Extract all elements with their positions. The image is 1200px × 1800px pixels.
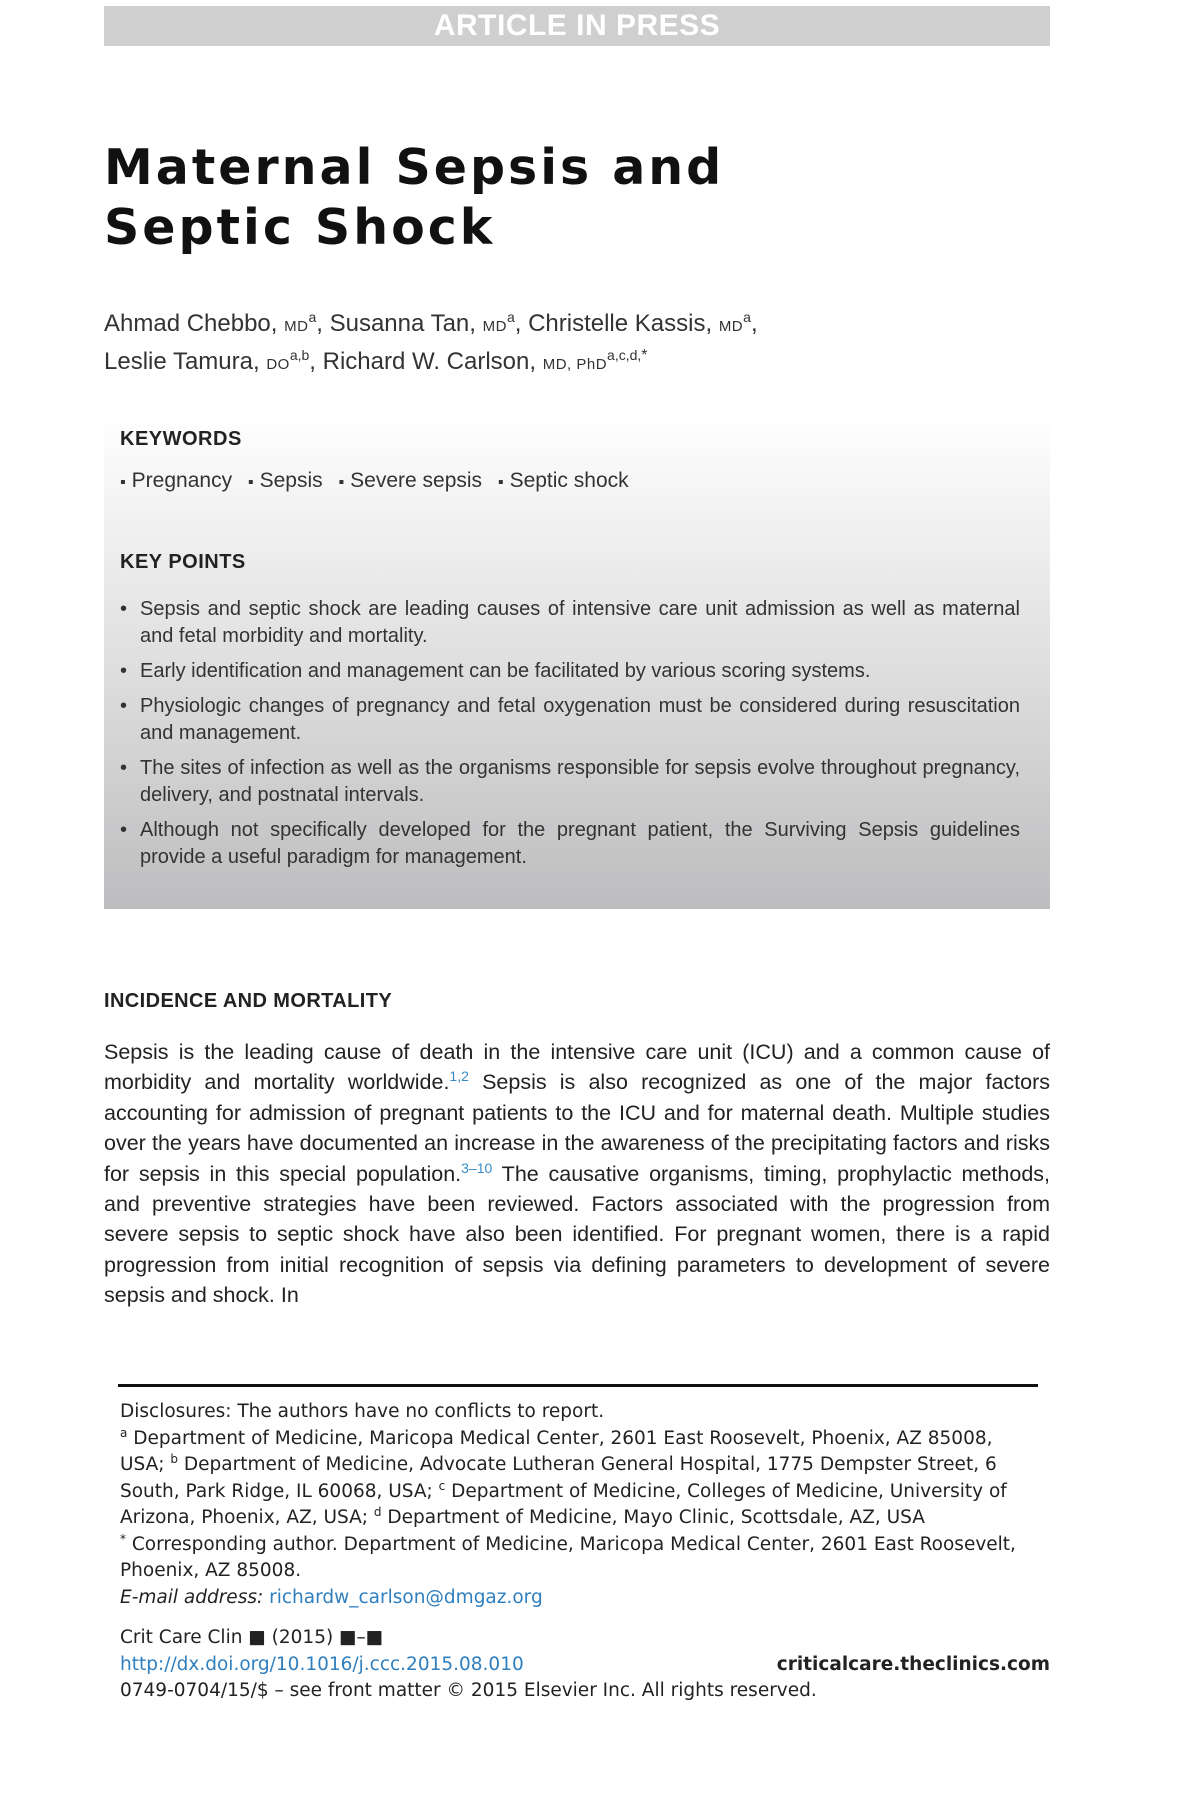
key-point-item: • Although not specifically developed for the pregnant patient, the Surviving Sepsis guidelines provide a useful paradigm for management.	[120, 817, 1020, 871]
keywords-keypoints-box	[104, 413, 1050, 909]
key-point-item: • Sepsis and septic shock are leading causes of intensive care unit admission as well as maternal and fetal morbidity and mortality.	[120, 596, 1020, 650]
reference-link[interactable]: 3–10	[461, 1159, 493, 1176]
keyword-item: ▪ Septic shock	[498, 469, 629, 492]
author: Richard W. Carlson, MD, PhD$^{a,c,d,*}$	[322, 347, 648, 375]
keyword-item: ▪ Pregnancy	[120, 469, 232, 492]
citation: Crit Care Clin ■ (2015) ■–■	[120, 1627, 384, 1648]
title-line-1: Maternal Sepsis and	[104, 139, 725, 196]
author: Christelle Kassis, MD$^a$,	[528, 309, 758, 337]
email-line: E-mail address: richardw_carlson@dmgaz.org	[120, 1586, 543, 1608]
author: Leslie Tamura, DO$^{a,b}$,	[104, 347, 323, 375]
reference-link[interactable]: 1,2	[449, 1068, 469, 1085]
author: Ahmad Chebbo, MD$^a$,	[104, 309, 330, 337]
author: Susanna Tan, MD$^a$,	[329, 309, 529, 337]
keyword-item: ▪ Severe sepsis	[338, 469, 482, 492]
footnotes	[120, 1399, 1035, 1611]
journal-info	[120, 1625, 1050, 1705]
copyright: 0749-0704/15/$ – see front matter © 2015 Elsevier Inc. All rights reserved.	[120, 1680, 817, 1701]
footnote-divider	[118, 1384, 1038, 1387]
affiliations: $^a$ Department of Medicine, Maricopa Medical Center, 2601 East Roosevelt, Phoenix, AZ 85008, USA; $^b$ Department of Medicine, Advocate Lutheran General Hospital, 1775 Dempster Street, 6 South, Park Ridge, IL 60068, USA; $^c$ Department of Medicine, Colleges of Medicine, University of Arizona, Phoenix, AZ, USA; $^d$ Department of Medicine, Mayo Clinic, Scottsdale, AZ, USA	[120, 1425, 1007, 1528]
keywords-heading: KEYWORDS	[120, 428, 242, 450]
corresponding-author: * Corresponding author. Department of Medicine, Maricopa Medical Center, 2601 East Roosevelt, Phoenix, AZ 85008.	[120, 1531, 1016, 1581]
key-point-item: • Early identification and management can be facilitated by various scoring systems.	[120, 658, 1020, 685]
author-list	[104, 306, 1050, 382]
keyword-item: ▪ Sepsis	[248, 469, 323, 492]
section-heading: INCIDENCE AND MORTALITY	[104, 990, 393, 1012]
key-points-list	[120, 596, 1020, 879]
key-points-heading: KEY POINTS	[120, 551, 246, 573]
article-in-press-banner: ARTICLE IN PRESS	[104, 6, 1050, 46]
key-point-item: • Physiologic changes of pregnancy and fetal oxygenation must be considered during resuscitation and management.	[120, 693, 1020, 747]
title-line-2: Septic Shock	[104, 199, 496, 256]
keyword-list	[120, 469, 639, 493]
journal-site: criticalcare.theclinics.com	[776, 1653, 1050, 1675]
disclosures: Disclosures: The authors have no conflicts to report.	[120, 1401, 605, 1422]
doi-link[interactable]: http://dx.doi.org/10.1016/j.ccc.2015.08.010	[120, 1653, 524, 1675]
email-link[interactable]: richardw_carlson@dmgaz.org	[269, 1586, 543, 1608]
body-paragraph: Sepsis is the leading cause of death in the intensive care unit (ICU) and a common cause of morbidity and mortality worldwide.$^{1,2}$ Sepsis is also recognized as one of the major factors accounting for admission of pregnant patients to the ICU and for maternal death. Multiple studies over the years have documented an increase in the awareness of the precipitating factors and risks for sepsis in this special population.$^{3-10}$ The causative organisms, timing, prophylactic methods, and preventive strategies have been reviewed. Factors associated with the progression from severe sepsis to septic shock have also been identified. For pregnant women, there is a rapid progression from initial recognition of sepsis via defining parameters to development of severe sepsis and shock. In	[104, 1040, 1051, 1308]
key-point-item: • The sites of infection as well as the organisms responsible for sepsis evolve throughout pregnancy, delivery, and postnatal intervals.	[120, 755, 1020, 809]
article-title	[104, 138, 724, 258]
